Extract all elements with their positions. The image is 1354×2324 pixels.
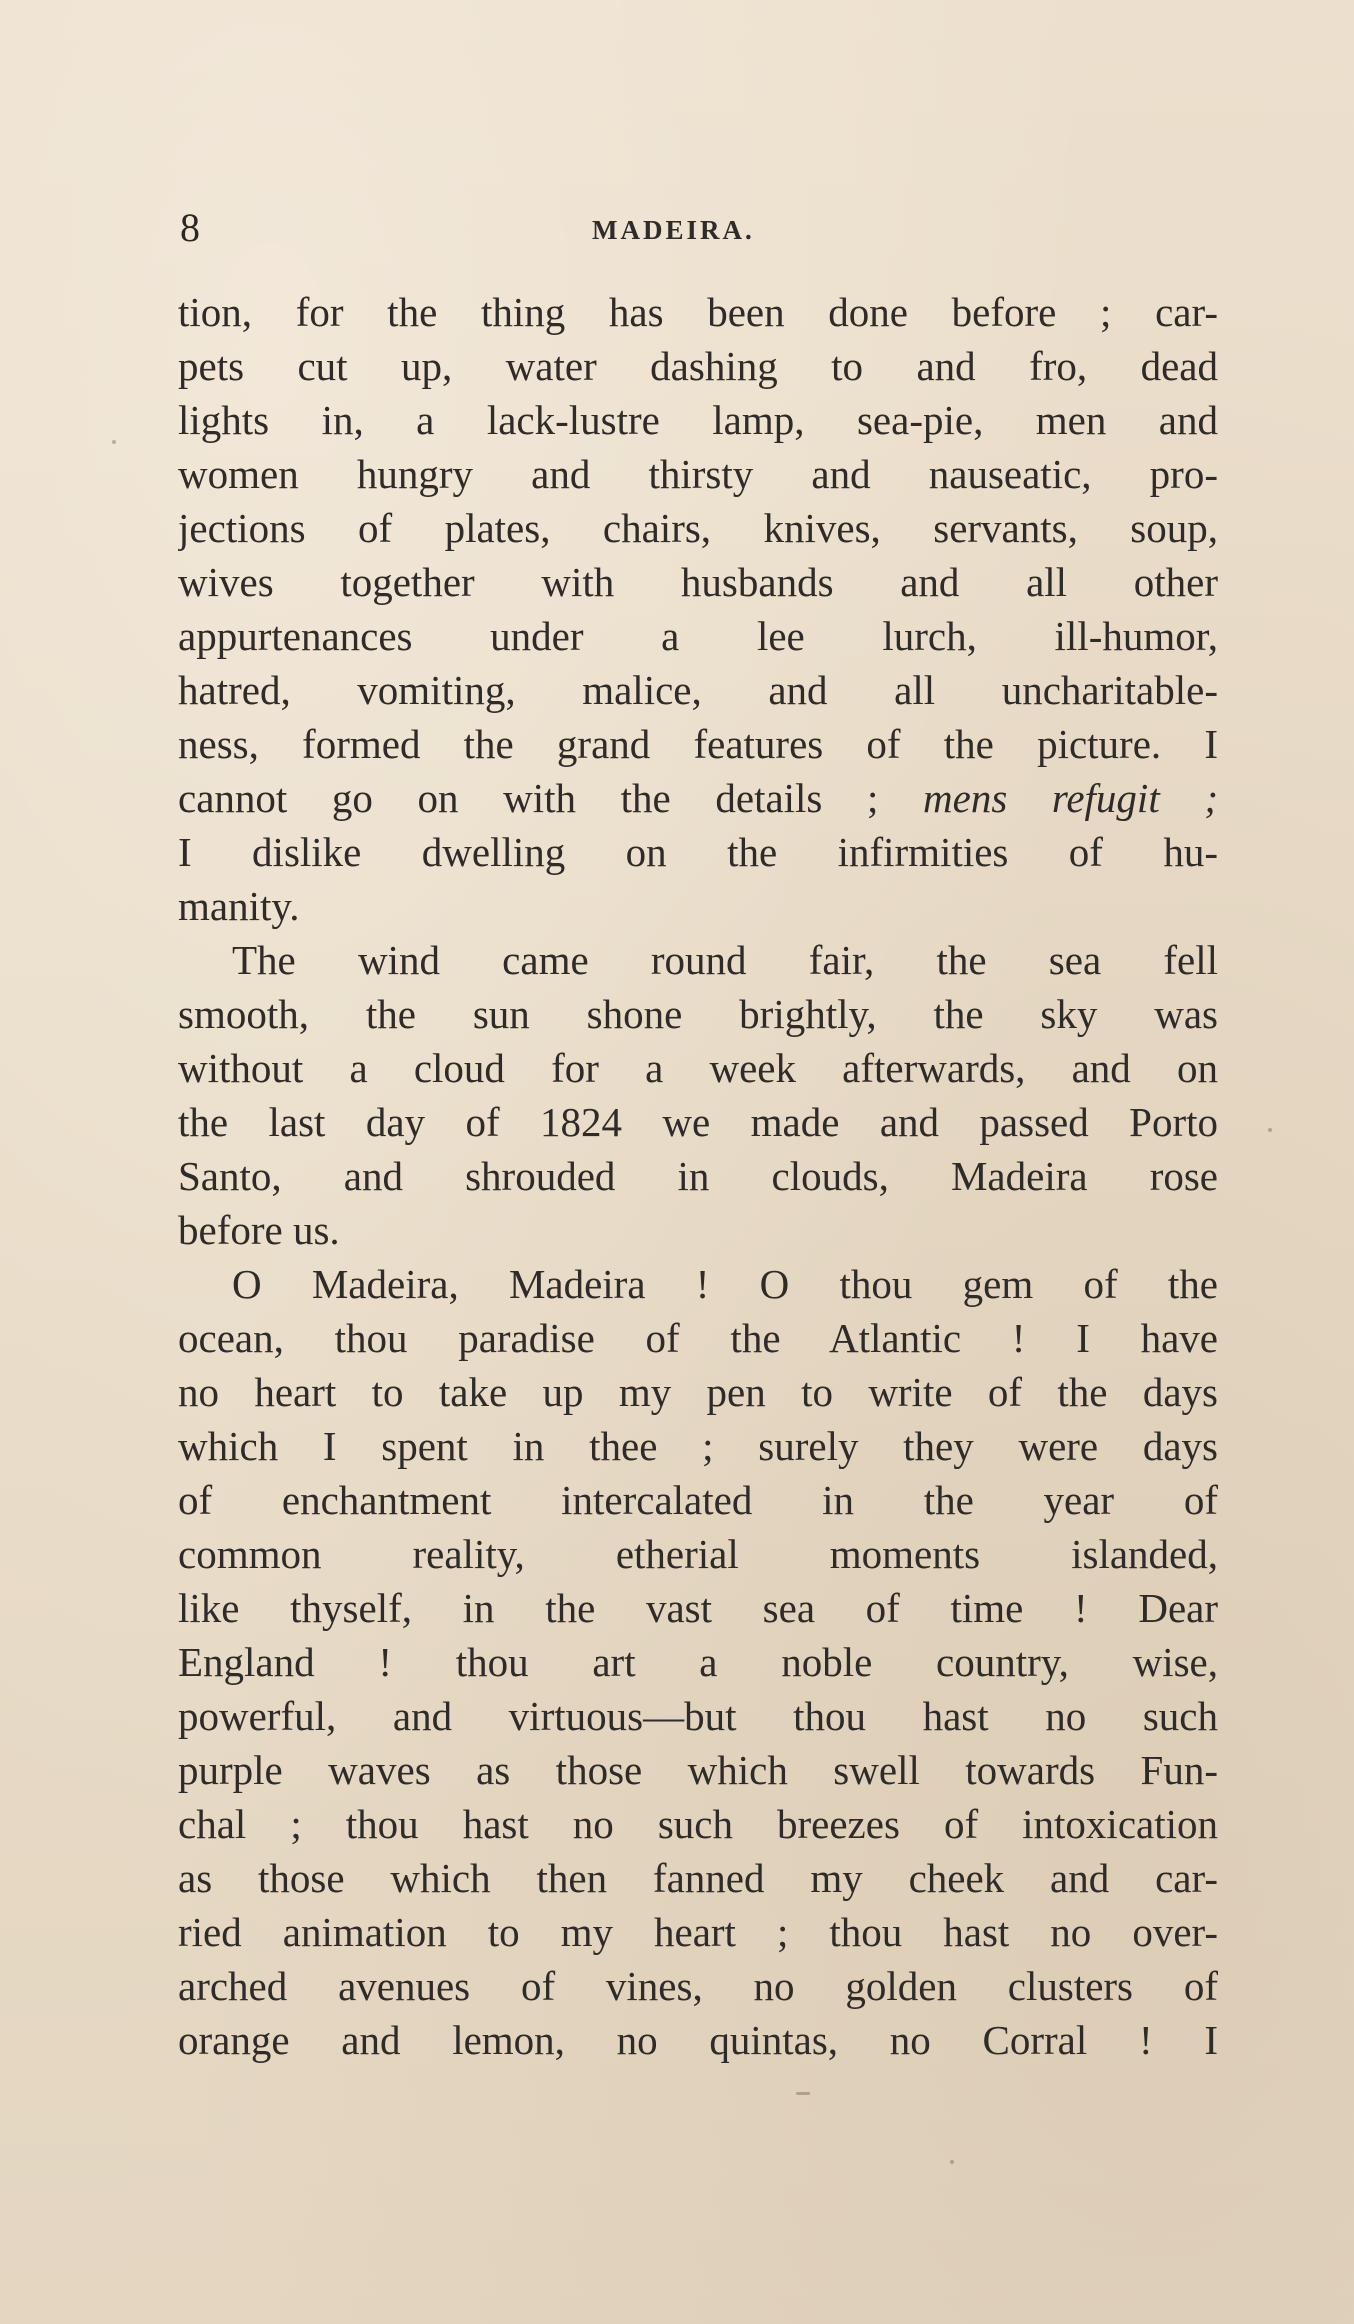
text-line: appurtenances under a lee lurch, ill-humor, [178, 613, 1218, 659]
text-line: orange and lemon, no quintas, no Corral ! I [178, 2017, 1218, 2063]
text-line: chal ; thou hast no such breezes of intoxication [178, 1801, 1218, 1847]
paragraph-last-line: before us. [178, 1207, 340, 1253]
text-line: powerful, and virtuous—but thou hast no such [178, 1693, 1218, 1739]
text-line: purple waves as those which swell towards Fun- [178, 1747, 1218, 1793]
text-line: hatred, vomiting, malice, and all uncharitable- [178, 667, 1218, 713]
text-line: I dislike dwelling on the infirmities of hu- [178, 829, 1218, 875]
text-line: the last day of 1824 we made and passed Porto [178, 1099, 1218, 1145]
paper-speck [112, 440, 116, 444]
paper-speck [796, 2092, 810, 2095]
text-line: tion, for the thing has been done before ; car- [178, 289, 1218, 335]
text-line: arched avenues of vines, no golden clusters of [178, 1963, 1218, 2009]
text-line: common reality, etherial moments islanded, [178, 1531, 1218, 1577]
italic-phrase: mens refugit ; [923, 775, 1218, 821]
text-line: no heart to take up my pen to write of the days [178, 1369, 1218, 1415]
paragraph-first-line: The wind came round fair, the sea fell [232, 937, 1218, 983]
text-line-with-italic [178, 771, 1218, 825]
text-line: smooth, the sun shone brightly, the sky was [178, 991, 1218, 1037]
text-line: wives together with husbands and all other [178, 559, 1218, 605]
text-line: lights in, a lack-lustre lamp, sea-pie, men and [178, 397, 1218, 443]
paragraph-last-line: manity. [178, 883, 300, 929]
text-line: pets cut up, water dashing to and fro, dead [178, 343, 1218, 389]
text-line: which I spent in thee ; surely they were days [178, 1423, 1218, 1469]
page-number: 8 [180, 205, 200, 250]
text-line: jections of plates, chairs, knives, servants, soup, [178, 505, 1218, 551]
body-text [178, 285, 1218, 2067]
paper-speck [950, 2160, 954, 2164]
text-segment: cannot go on with the details ; [178, 775, 879, 821]
text-line: like thyself, in the vast sea of time ! Dear [178, 1585, 1218, 1631]
text-line: ocean, thou paradise of the Atlantic ! I have [178, 1315, 1218, 1361]
text-line: England ! thou art a noble country, wise, [178, 1639, 1218, 1685]
paragraph-first-line: O Madeira, Madeira ! O thou gem of the [232, 1261, 1218, 1307]
running-head [180, 206, 1220, 250]
text-line: without a cloud for a week afterwards, and on [178, 1045, 1218, 1091]
text-line: ried animation to my heart ; thou hast no over- [178, 1909, 1218, 1955]
text-line: of enchantment intercalated in the year of [178, 1477, 1218, 1523]
text-line: as those which then fanned my cheek and car- [178, 1855, 1218, 1901]
text-line: Santo, and shrouded in clouds, Madeira rose [178, 1153, 1218, 1199]
text-line: ness, formed the grand features of the picture. I [178, 721, 1218, 767]
paper-speck [1268, 1128, 1272, 1132]
text-line: women hungry and thirsty and nauseatic, pro- [178, 451, 1218, 497]
running-title: MADEIRA. [592, 215, 755, 245]
